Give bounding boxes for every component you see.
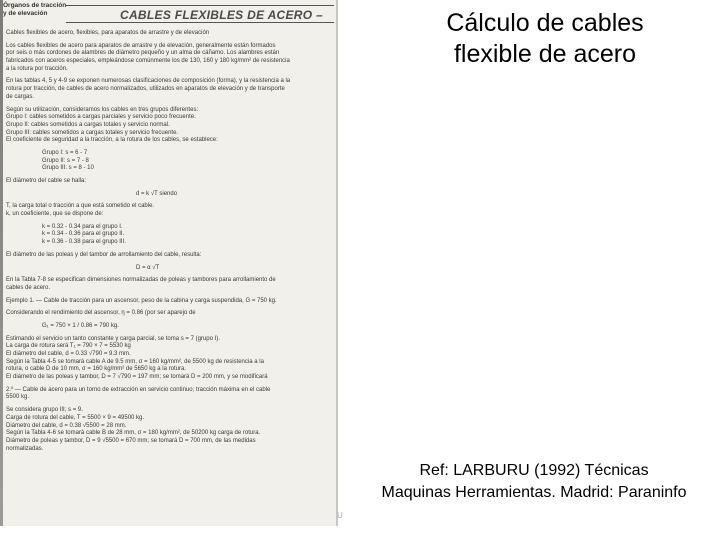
scan-text-line: El diámetro de las poleas y del tambor de arrollamiento del cable, resulta: — [6, 251, 202, 258]
scan-text-line: Estimando el servicio un tanto constante y carga parcial, se toma s = 7 (grupo I). — [6, 335, 220, 342]
side-note — [3, 2, 65, 18]
scan-text-line: El diámetro de las poleas y tambor, D = 7 √790 = 197 mm; se tomará D = 200 mm, y se modificará — [6, 374, 268, 381]
page-edge — [336, 0, 338, 526]
scan-text-line: por seis o más cordones de alambres de diámetro pequeño y un alma de cáñamo. Los alambres están — [6, 50, 280, 57]
scan-text-line: Considerando el rendimiento del ascensor, η = 0.86 (por ser aparejo de — [6, 310, 196, 317]
scan-heading: CABLES FLEXIBLES DE ACERO – — [120, 8, 324, 22]
slide-title — [380, 8, 710, 70]
scan-text-line: 2.º — Cable de acero para un torno de extracción en servicio continuo; tracción máxima en el cable — [6, 386, 271, 393]
scan-subtitle: Cables flexibles de acero, flexibles, para aparatos de arrastre y de elevación — [6, 30, 210, 36]
page-binding-shadow — [0, 0, 3, 526]
reference-line-1: Ref: LARBURU (1992) Técnicas — [419, 462, 649, 479]
scan-text-line: En la Tabla 7-8 se especifican dimensiones normalizadas de poleas y tambores para arrollamiento de — [6, 277, 276, 284]
title-line-1: Cálculo de cables — [446, 9, 644, 37]
scan-text-line: En las tablas 4, 5 y 4-9 se exponen numerosas clasificaciones de composición (forma), y la resistencia a la — [6, 78, 291, 85]
scan-text-line: k = 0.34 - 0.36 para el grupo II. — [42, 231, 125, 238]
scan-text-line: Grupo I: s = 6 - 7 — [42, 149, 88, 156]
scan-body-text — [6, 30, 332, 453]
scan-text-line: El diámetro del cable se halla: — [6, 178, 87, 184]
scan-text-line: cables de acero. — [6, 284, 51, 291]
scan-text-line: Los cables flexibles de acero para aparatos de arrastre y de elevación, generalmente están formados — [6, 42, 276, 49]
scan-text-line: D = α √T — [136, 264, 160, 271]
scan-text-line: fabricados con aceros especiales, empleándose comúnmente los de 130, 160 y 180 kg/mm² de resistencia — [6, 58, 290, 65]
heading-rule-bottom — [66, 22, 334, 23]
scan-text-line: Diámetro de poleas y tambor, D = 9 √5500 = 670 mm; se tomará D = 700 mm, de las medidas — [6, 437, 256, 444]
scan-text-line: Ejemplo 1. — Cable de tracción para un ascensor, peso de la cabina y carga suspendida, G = 750 kg. — [6, 297, 277, 304]
scan-text-line: Diámetro del cable, d = 0.38 √5500 = 28 mm. — [6, 422, 127, 429]
scan-text-line: Grupo II: cables sometidos a cargas totales y servicio normal. — [6, 121, 170, 128]
scan-text-line: T, la carga total o tracción a que está sometido el cable. — [6, 203, 155, 210]
scan-text-line: Carga de rotura del cable, T = 5500 × 9 = 49500 kg. — [6, 414, 145, 421]
scan-text-line: Grupo I: cables sometidos a cargas parciales y servicio poco frecuente. — [6, 114, 196, 121]
scan-text-line: k, un coeficiente, que se dispone de: — [6, 211, 104, 218]
scan-text-line: a la rotura por tracción. — [6, 65, 68, 72]
scan-text-line: Según su utilización, consideramos los cables en tres grupos diferentes: — [6, 106, 199, 113]
scan-text-line: rotura por tracción, de cables de acero normalizados, utilizados en aparatos de elevación y de transporte — [6, 86, 285, 93]
scan-text-line: Grupo II: s = 7 - 8 — [42, 157, 89, 164]
scan-text-line: G₁ = 750 × 1 / 0.86 = 790 kg. — [42, 322, 119, 329]
scan-text-line: d = k √T siendo — [136, 190, 178, 197]
scan-text-line: 5500 kg. — [6, 394, 30, 401]
scan-text-line: k = 0.32 - 0.34 para el grupo I. — [42, 223, 123, 230]
scan-text-line: de cargas. — [6, 93, 35, 100]
scan-text-line: normalizadas. — [6, 445, 44, 452]
scan-text-line: La carga de rotura será T₁ = 790 × 7 = 5530 kg — [6, 343, 131, 350]
scan-lines — [6, 43, 332, 454]
reference-line-2: Maquinas Herramientas. Madrid: Paraninfo — [381, 484, 687, 501]
title-line-2: flexible de acero — [453, 40, 637, 68]
scan-text-line: rotura, o cable D de 10 mm, σ = 160 kg/mm² de 5650 kg a la rotura. — [6, 366, 186, 373]
scan-text-line: Grupo III: cables sometidos a cargas totales y servicio frecuente. — [6, 129, 179, 136]
scan-text-line: El coeficiente de seguridad a la tracción, a la rotura de los cables, se establece: — [6, 137, 218, 144]
corner-mark: U — [337, 511, 344, 520]
heading-rule-top — [66, 5, 334, 6]
scan-text-line: k = 0.36 - 0.38 para el grupo III. — [42, 239, 126, 246]
scan-text-line: El diámetro del cable, d = 0.33 √790 = 9.3 mm. — [6, 351, 131, 357]
side-note-line: y de elevación — [3, 10, 48, 17]
scan-text-line: Según la Tabla 4-6 se tomará cable B de 28 mm, σ = 180 kg/mm², de 50200 kg carga de rotura. — [6, 430, 261, 437]
reference-citation — [348, 460, 720, 504]
scan-text-line: Se considera grupo III; s = 9. — [6, 407, 83, 414]
side-note-line: Órganos de tracción — [3, 2, 67, 9]
scanned-book-page — [0, 0, 344, 526]
scan-text-line: Según la Tabla 4-5 se tomará cable A de 9.5 mm, σ = 160 kg/mm², de 5500 kg de resistencia a la — [6, 358, 264, 365]
scan-text-line: Grupo III: s = 8 - 10 — [42, 165, 94, 172]
